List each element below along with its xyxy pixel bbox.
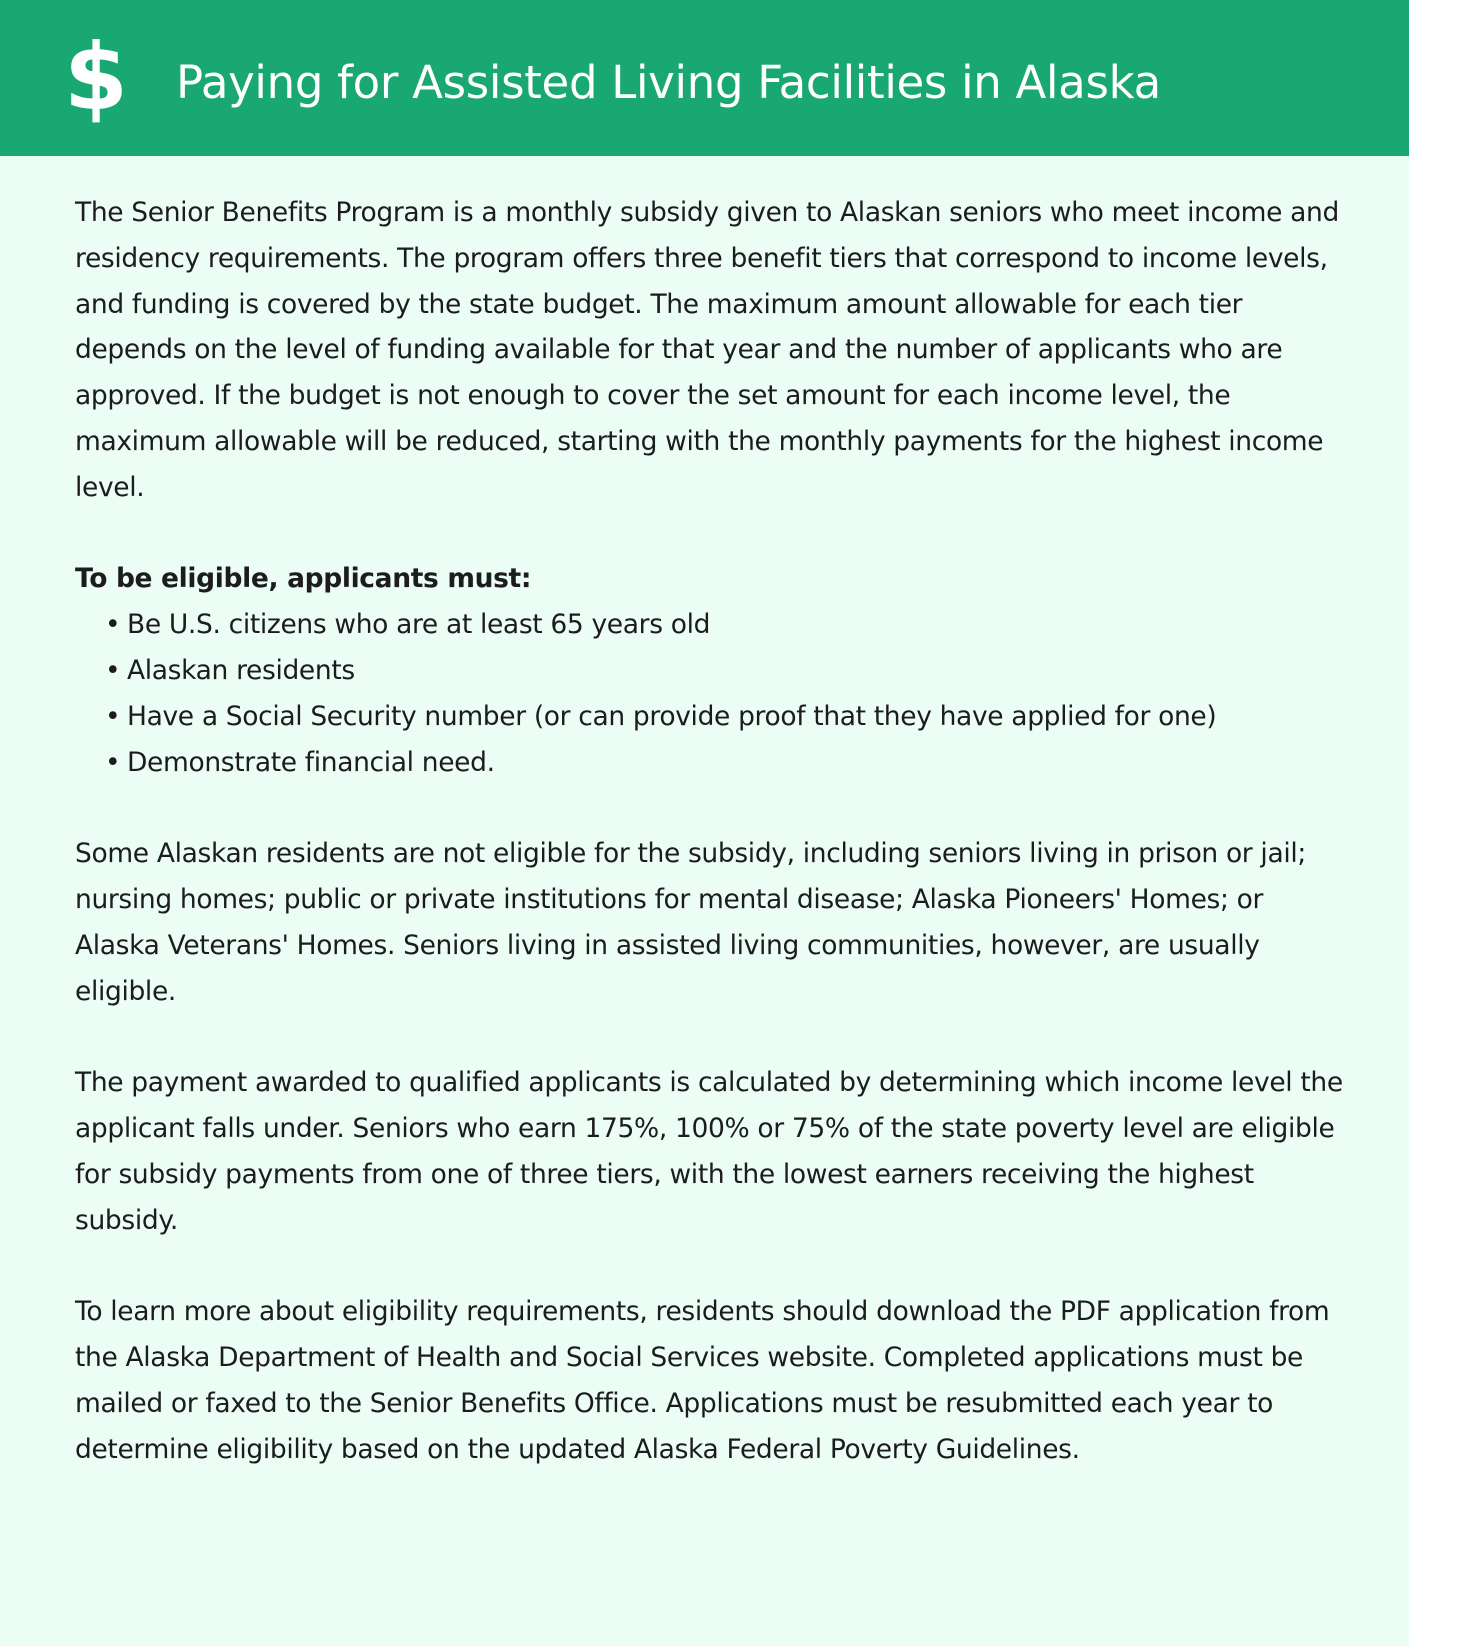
list-item (105, 602, 1345, 648)
content-body (75, 190, 1345, 1472)
list-item-text: Demonstrate financial need. (127, 746, 495, 778)
eligibility-list (75, 602, 1345, 785)
list-item (105, 740, 1345, 786)
header-banner (0, 0, 1409, 156)
list-item (105, 694, 1345, 740)
list-item-text: Have a Social Security number (or can provide proof that they have applied for one) (127, 700, 1217, 732)
bullet-icon: • (105, 746, 121, 778)
list-item (105, 648, 1345, 694)
eligibility-heading: To be eligible, applicants must: (75, 563, 532, 595)
list-item-text: Alaskan residents (127, 654, 355, 686)
exclusions-paragraph: Some Alaskan residents are not eligible for the subsidy, including seniors living in prison or jail; nursing homes; public or private institutions for mental disease; Alaska Pioneers' Homes; or Alaska Veterans' Homes. Seniors living in assisted living communities, however, are usually eligible. (75, 838, 1306, 1007)
list-item-text: Be U.S. citizens who are at least 65 years old (127, 609, 711, 641)
bullet-icon: • (105, 609, 121, 641)
payment-paragraph: The payment awarded to qualified applicants is calculated by determining which income level the applicant falls under. Seniors who earn 175%, 100% or 75% of the state poverty level are eligible for subsidy payments from one of three tiers, with the lowest earners receiving the highest subsidy. (75, 1067, 1343, 1236)
bullet-icon: • (105, 654, 121, 686)
learn-more-paragraph: To learn more about eligibility requirements, residents should download the PDF application from the Alaska Department of Health and Social Services website. Completed applications must be mailed or faxed to the Senior Benefits Office. Applications must be resubmitted each year to determine eligibility based on the updated Alaska Federal Poverty Guidelines. (75, 1296, 1330, 1465)
intro-paragraph: The Senior Benefits Program is a monthly subsidy given to Alaskan seniors who meet income and residency requirements. The program offers three benefit tiers that correspond to income levels, and funding is covered by the state budget. The maximum amount allowable for each tier depends on the level of funding available for that year and the number of applicants who are approved. If the budget is not enough to cover the set amount for each income level, the maximum allowable will be reduced, starting with the monthly payments for the highest income level. (75, 197, 1339, 503)
page-title: Paying for Assisted Living Facilities in Alaska (176, 56, 1161, 109)
bullet-icon: • (105, 700, 121, 732)
dollar-sign-icon: $ (64, 24, 129, 131)
